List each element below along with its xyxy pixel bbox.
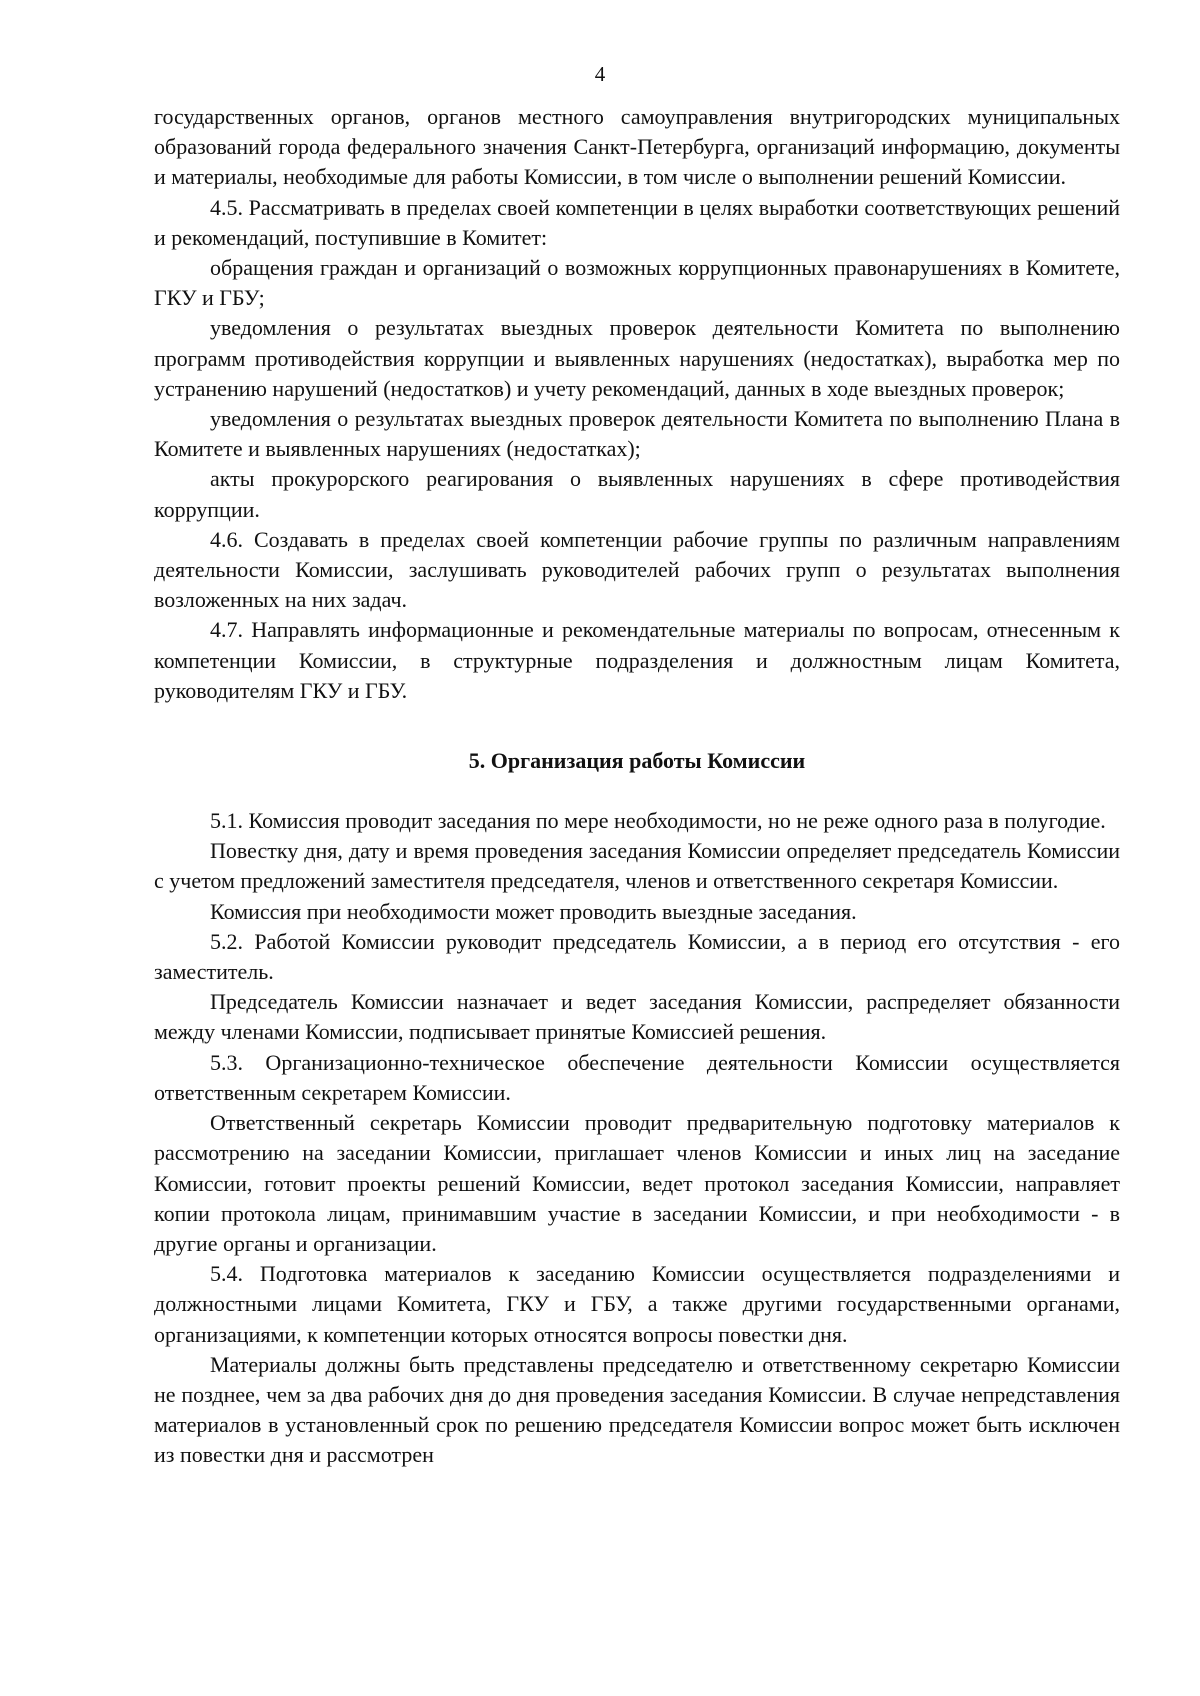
- paragraph-5-4: 5.4. Подготовка материалов к заседанию Комиссии осуществляется подразделениями и должностными лицами Комитета, ГКУ и ГБУ, а также другими государственными органами, организациями, к компетенции которых относятся вопросы повестки дня.: [154, 1261, 1120, 1347]
- page-number: 4: [594, 62, 606, 86]
- paragraph-4-5-item-notifications-programs: уведомления о результатах выездных проверок деятельности Комитета по выполнению программ противодействия коррупции и выявленных нарушениях (недостатках), выработка мер по устранению нарушений (недостатков) и учету рекомендаций, данных в ходе выездных проверок;: [154, 315, 1120, 401]
- paragraph-4-5: 4.5. Рассматривать в пределах своей компетенции в целях выработки соответствующих решений и рекомендаций, поступившие в Комитет:: [154, 194, 1120, 250]
- paragraph-5-1-field-meetings: Комиссия при необходимости может проводить выездные заседания.: [210, 898, 857, 924]
- paragraph-5-2-chairman: Председатель Комиссии назначает и ведет заседания Комиссии, распределяет обязанности между членами Комиссии, подписывает принятые Комиссией решения.: [154, 989, 1120, 1045]
- paragraph-5-3-secretary: Ответственный секретарь Комиссии проводит предварительную подготовку материалов к рассмотрению на заседании Комиссии, приглашает членов Комиссии и иных лиц на заседание Комиссии, готовит проекты решений Комиссии, ведет протокол заседания Комиссии, направляет копии протокола лицам, принимавшим участие в заседании Комиссии, и при необходимости - в другие органы и организации.: [154, 1110, 1120, 1256]
- paragraph-5-2: 5.2. Работой Комиссии руководит председатель Комиссии, а в период его отсутствия - его заместитель.: [154, 928, 1120, 985]
- paragraph-4-5-item-prosecutor-acts: акты прокурорского реагирования о выявленных нарушениях в сфере противодействия коррупции.: [154, 466, 1120, 522]
- paragraph-5-3: 5.3. Организационно-техническое обеспечение деятельности Комиссии осуществляется ответственным секретарем Комиссии.: [154, 1049, 1120, 1105]
- paragraph-4-5-item-notifications-plan: уведомления о результатах выездных проверок деятельности Комитета по выполнению Плана в Комитете и выявленных нарушениях (недостатках);: [154, 406, 1120, 462]
- section-5-heading: 5. Организация работы Комиссии: [468, 748, 806, 774]
- paragraph-5-4-materials: Материалы должны быть представлены председателю и ответственному секретарю Комиссии не позднее, чем за два рабочих дня до дня проведения заседания Комиссии. В случае непредставления материалов в установленный срок по решению председателя Комиссии вопрос может быть исключен из повестки дня и рассмотрен: [154, 1351, 1120, 1468]
- paragraph-5-1-agenda: Повестку дня, дату и время проведения заседания Комиссии определяет председатель Комиссии с учетом предложений заместителя председателя, членов и ответственного секретаря Комиссии.: [154, 838, 1120, 894]
- document-body: [154, 102, 1120, 1471]
- paragraph-4-6: 4.6. Создавать в пределах своей компетенции рабочие группы по различным направлениям деятельности Комиссии, заслушивать руководителей рабочих групп о результатах выполнения возложенных на них задач.: [154, 526, 1120, 613]
- paragraph-4-5-item-appeals: обращения граждан и организаций о возможных коррупционных правонарушениях в Комитете, ГКУ и ГБУ;: [154, 255, 1120, 311]
- paragraph-4-7: 4.7. Направлять информационные и рекомендательные материалы по вопросам, отнесенным к компетенции Комиссии, в структурные подразделения и должностным лицам Комитета, руководителям ГКУ и ГБУ.: [154, 617, 1120, 703]
- paragraph-5-1: 5.1. Комиссия проводит заседания по мере необходимости, но не реже одного раза в полугодие.: [210, 808, 1106, 834]
- paragraph-continuation: государственных органов, органов местного самоуправления внутригородских муниципальных образований города федерального значения Санкт-Петербурга, организаций информацию, документы и материалы, необходимые для работы Комиссии, в том числе о выполнении решений Комиссии.: [154, 104, 1120, 190]
